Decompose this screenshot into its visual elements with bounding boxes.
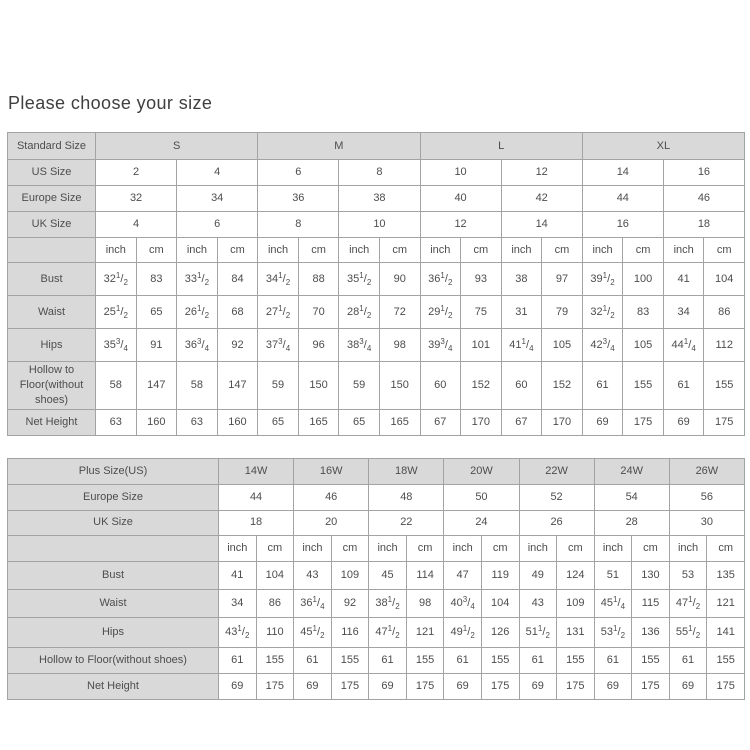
size-table [7,132,745,436]
measure-value-cell: $38^1/_2$ [369,589,407,617]
measure-value-cell: 69 [519,673,557,699]
measure-value-cell: 75 [461,296,502,329]
measure-value-cell: 61 [444,647,482,673]
measure-value-cell: 155 [481,647,519,673]
unit-inch-cell: inch [519,535,557,561]
measure-value-cell: 41 [219,561,257,589]
measure-value-cell: $45^1/_2$ [294,617,332,647]
unit-inch-cell: inch [339,238,380,263]
plus-size-table [7,458,745,700]
size-value-cell: 42 [501,186,582,212]
row-label-cell: Europe Size [8,484,219,510]
unit-cm-cell: cm [136,238,177,263]
table-row [8,160,745,186]
size-value-cell: 20 [294,510,369,535]
table-row [8,362,745,410]
measure-value-cell: 53 [669,561,707,589]
measure-value-cell: 83 [623,296,664,329]
row-label-cell: Net Height [8,409,96,435]
table-gap [7,436,745,458]
measure-value-cell: 69 [582,409,623,435]
table-row [8,186,745,212]
table-row [8,212,745,238]
measure-value-cell: 136 [632,617,670,647]
measure-value-cell: 90 [379,263,420,296]
measure-value-cell: 104 [481,589,519,617]
unit-cm-cell: cm [557,535,595,561]
measure-value-cell: 175 [623,409,664,435]
measure-value-cell: 126 [481,617,519,647]
measure-value-cell: 65 [339,409,380,435]
size-value-cell: 22 [369,510,444,535]
unit-inch-cell: inch [420,238,461,263]
unit-inch-cell: inch [258,238,299,263]
size-group-cell: 16W [294,458,369,484]
unit-cm-cell: cm [406,535,444,561]
size-value-cell: 6 [258,160,339,186]
measure-value-cell: 63 [96,409,137,435]
measure-value-cell: 58 [96,362,137,410]
size-value-cell: 48 [369,484,444,510]
size-value-cell: 4 [96,212,177,238]
corner-blank-cell [8,535,219,561]
table-row [8,409,745,435]
measure-value-cell: 130 [632,561,670,589]
measure-value-cell: $49^1/_2$ [444,617,482,647]
measure-value-cell: 92 [331,589,369,617]
row-label-cell: Hollow to Floor(without shoes) [8,647,219,673]
measure-value-cell: 155 [557,647,595,673]
size-value-cell: 6 [177,212,258,238]
row-label-cell: US Size [8,160,96,186]
size-value-cell: 14 [501,212,582,238]
measure-value-cell: $47^1/_2$ [669,589,707,617]
measure-value-cell: $35^1/_2$ [339,263,380,296]
measure-value-cell: $32^1/_2$ [96,263,137,296]
measure-value-cell: $42^3/_4$ [582,329,623,362]
measure-value-cell: 147 [136,362,177,410]
table-row [8,263,745,296]
size-group-cell: L [420,133,582,160]
measure-value-cell: 152 [542,362,583,410]
measure-value-cell: 45 [369,561,407,589]
table-row [8,535,745,561]
measure-value-cell: 63 [177,409,218,435]
measure-value-cell: 60 [420,362,461,410]
size-group-cell: M [258,133,420,160]
measure-value-cell: 175 [481,673,519,699]
size-group-cell: 22W [519,458,594,484]
size-value-cell: 34 [177,186,258,212]
measure-value-cell: 69 [219,673,257,699]
unit-cm-cell: cm [298,238,339,263]
measure-value-cell: 88 [298,263,339,296]
row-label-cell: UK Size [8,212,96,238]
measure-value-cell: 61 [294,647,332,673]
measure-value-cell: 98 [379,329,420,362]
corner-blank-cell [8,238,96,263]
measure-value-cell: 165 [298,409,339,435]
measure-value-cell: 135 [707,561,745,589]
measure-value-cell: 67 [420,409,461,435]
measure-value-cell: 61 [663,362,704,410]
measure-value-cell: 69 [669,673,707,699]
measure-value-cell: 69 [369,673,407,699]
measure-value-cell: 31 [501,296,542,329]
size-group-cell: 26W [669,458,744,484]
table-row [8,458,745,484]
measure-value-cell: 112 [704,329,745,362]
row-label-cell: Bust [8,263,96,296]
measure-value-cell: 61 [669,647,707,673]
unit-cm-cell: cm [704,238,745,263]
measure-value-cell: $44^1/_4$ [663,329,704,362]
measure-value-cell: 65 [258,409,299,435]
measure-value-cell: 175 [256,673,294,699]
unit-inch-cell: inch [594,535,632,561]
table-row [8,673,745,699]
row-label-cell: Net Height [8,673,219,699]
measure-value-cell: $34^1/_2$ [258,263,299,296]
measure-value-cell: 69 [294,673,332,699]
measure-value-cell: 79 [542,296,583,329]
measure-value-cell: 170 [461,409,502,435]
measure-value-cell: 150 [298,362,339,410]
measure-value-cell: $32^1/_2$ [582,296,623,329]
measure-value-cell: 69 [594,673,632,699]
measure-value-cell: 119 [481,561,519,589]
measure-value-cell: 84 [217,263,258,296]
measure-value-cell: 116 [331,617,369,647]
measure-value-cell: $25^1/_2$ [96,296,137,329]
measure-value-cell: 86 [256,589,294,617]
table-row [8,647,745,673]
unit-inch-cell: inch [294,535,332,561]
measure-value-cell: 121 [707,589,745,617]
measure-value-cell: 70 [298,296,339,329]
size-value-cell: 26 [519,510,594,535]
size-value-cell: 16 [582,212,663,238]
unit-inch-cell: inch [501,238,542,263]
row-label-cell: Bust [8,561,219,589]
measure-value-cell: $28^1/_2$ [339,296,380,329]
unit-cm-cell: cm [217,238,258,263]
measure-value-cell: 175 [707,673,745,699]
unit-cm-cell: cm [632,535,670,561]
measure-value-cell: 115 [632,589,670,617]
unit-inch-cell: inch [582,238,623,263]
measure-value-cell: 49 [519,561,557,589]
measure-value-cell: 155 [704,362,745,410]
size-value-cell: 56 [669,484,744,510]
size-group-cell: 14W [219,458,294,484]
measure-value-cell: $51^1/_2$ [519,617,557,647]
measure-value-cell: 98 [406,589,444,617]
measure-value-cell: 69 [663,409,704,435]
unit-inch-cell: inch [369,535,407,561]
measure-value-cell: 165 [379,409,420,435]
size-value-cell: 18 [219,510,294,535]
measure-value-cell: 61 [582,362,623,410]
row-label-cell: Waist [8,589,219,617]
table-row [8,561,745,589]
size-value-cell: 8 [339,160,420,186]
measure-value-cell: $39^3/_4$ [420,329,461,362]
table-row [8,617,745,647]
size-value-cell: 38 [339,186,420,212]
measure-value-cell: 131 [557,617,595,647]
row-label-cell: Waist [8,296,96,329]
size-value-cell: 50 [444,484,519,510]
measure-value-cell: 100 [623,263,664,296]
measure-value-cell: 124 [557,561,595,589]
row-label-cell: Europe Size [8,186,96,212]
row-label-cell: UK Size [8,510,219,535]
measure-value-cell: 59 [258,362,299,410]
size-group-cell: 18W [369,458,444,484]
table-row [8,589,745,617]
measure-value-cell: 34 [663,296,704,329]
size-value-cell: 46 [294,484,369,510]
measure-value-cell: $47^1/_2$ [369,617,407,647]
size-table [7,458,745,700]
corner-cell: Standard Size [8,133,96,160]
measure-value-cell: 175 [406,673,444,699]
measure-value-cell: 141 [707,617,745,647]
measure-value-cell: 109 [557,589,595,617]
unit-inch-cell: inch [444,535,482,561]
measure-value-cell: 152 [461,362,502,410]
measure-value-cell: $36^1/_2$ [420,263,461,296]
size-value-cell: 28 [594,510,669,535]
measure-value-cell: 43 [294,561,332,589]
measure-value-cell: $45^1/_4$ [594,589,632,617]
measure-value-cell: $27^1/_2$ [258,296,299,329]
measure-value-cell: $55^1/_2$ [669,617,707,647]
size-value-cell: 8 [258,212,339,238]
measure-value-cell: 60 [501,362,542,410]
measure-value-cell: 121 [406,617,444,647]
measure-value-cell: $40^3/_4$ [444,589,482,617]
size-value-cell: 36 [258,186,339,212]
corner-cell: Plus Size(US) [8,458,219,484]
unit-inch-cell: inch [177,238,218,263]
measure-value-cell: 34 [219,589,257,617]
measure-value-cell: 155 [707,647,745,673]
size-value-cell: 18 [663,212,744,238]
row-label-cell: Hips [8,617,219,647]
measure-value-cell: 109 [331,561,369,589]
measure-value-cell: 59 [339,362,380,410]
measure-value-cell: 51 [594,561,632,589]
measure-value-cell: 155 [406,647,444,673]
measure-value-cell: $35^3/_4$ [96,329,137,362]
measure-value-cell: 69 [444,673,482,699]
size-value-cell: 40 [420,186,501,212]
row-label-cell: Hollow to Floor(without shoes) [8,362,96,410]
unit-cm-cell: cm [331,535,369,561]
measure-value-cell: 155 [256,647,294,673]
measure-value-cell: $43^1/_2$ [219,617,257,647]
measure-value-cell: 160 [217,409,258,435]
unit-inch-cell: inch [219,535,257,561]
size-group-cell: 24W [594,458,669,484]
size-value-cell: 16 [663,160,744,186]
size-value-cell: 44 [219,484,294,510]
unit-inch-cell: inch [96,238,137,263]
measure-value-cell: 96 [298,329,339,362]
table-row [8,238,745,263]
size-value-cell: 54 [594,484,669,510]
measure-value-cell: 43 [519,589,557,617]
size-value-cell: 52 [519,484,594,510]
measure-value-cell: 170 [542,409,583,435]
size-value-cell: 24 [444,510,519,535]
table-row [8,133,745,160]
row-label-cell: Hips [8,329,96,362]
measure-value-cell: 61 [519,647,557,673]
unit-cm-cell: cm [379,238,420,263]
measure-value-cell: 61 [594,647,632,673]
unit-cm-cell: cm [481,535,519,561]
measure-value-cell: 97 [542,263,583,296]
measure-value-cell: $33^1/_2$ [177,263,218,296]
size-value-cell: 10 [339,212,420,238]
table-row [8,329,745,362]
measure-value-cell: 105 [623,329,664,362]
measure-value-cell: $39^1/_2$ [582,263,623,296]
measure-value-cell: $38^3/_4$ [339,329,380,362]
page-title: Please choose your size [8,93,213,113]
measure-value-cell: 175 [557,673,595,699]
measure-value-cell: 61 [219,647,257,673]
table-row [8,296,745,329]
measure-value-cell: 105 [542,329,583,362]
table-row [8,484,745,510]
measure-value-cell: $29^1/_2$ [420,296,461,329]
measure-value-cell: 160 [136,409,177,435]
measure-value-cell: 155 [623,362,664,410]
measure-value-cell: 86 [704,296,745,329]
measure-value-cell: 92 [217,329,258,362]
size-group-cell: 20W [444,458,519,484]
size-value-cell: 12 [420,212,501,238]
measure-value-cell: 67 [501,409,542,435]
measure-value-cell: 68 [217,296,258,329]
size-value-cell: 32 [96,186,177,212]
unit-cm-cell: cm [623,238,664,263]
measure-value-cell: $41^1/_4$ [501,329,542,362]
measure-value-cell: $36^1/_4$ [294,589,332,617]
size-value-cell: 30 [669,510,744,535]
measure-value-cell: 114 [406,561,444,589]
measure-value-cell: 104 [256,561,294,589]
measure-value-cell: 83 [136,263,177,296]
measure-value-cell: 72 [379,296,420,329]
size-value-cell: 2 [96,160,177,186]
measure-value-cell: 38 [501,263,542,296]
table-row [8,510,745,535]
unit-cm-cell: cm [542,238,583,263]
size-group-cell: S [96,133,258,160]
unit-cm-cell: cm [461,238,502,263]
measure-value-cell: 175 [331,673,369,699]
measure-value-cell: $26^1/_2$ [177,296,218,329]
size-group-cell: XL [582,133,744,160]
measure-value-cell: 150 [379,362,420,410]
measure-value-cell: 101 [461,329,502,362]
size-value-cell: 4 [177,160,258,186]
measure-value-cell: 91 [136,329,177,362]
unit-cm-cell: cm [707,535,745,561]
measure-value-cell: 58 [177,362,218,410]
unit-inch-cell: inch [669,535,707,561]
measure-value-cell: 175 [632,673,670,699]
measure-value-cell: 47 [444,561,482,589]
measure-value-cell: 155 [632,647,670,673]
size-value-cell: 14 [582,160,663,186]
standard-size-table [7,132,745,436]
measure-value-cell: 175 [704,409,745,435]
measure-value-cell: $53^1/_2$ [594,617,632,647]
measure-value-cell: 93 [461,263,502,296]
size-value-cell: 12 [501,160,582,186]
unit-inch-cell: inch [663,238,704,263]
measure-value-cell: 110 [256,617,294,647]
measure-value-cell: 147 [217,362,258,410]
measure-value-cell: $36^3/_4$ [177,329,218,362]
measure-value-cell: 65 [136,296,177,329]
size-value-cell: 10 [420,160,501,186]
size-value-cell: 46 [663,186,744,212]
measure-value-cell: 41 [663,263,704,296]
unit-cm-cell: cm [256,535,294,561]
measure-value-cell: 61 [369,647,407,673]
measure-value-cell: 155 [331,647,369,673]
measure-value-cell: $37^3/_4$ [258,329,299,362]
size-value-cell: 44 [582,186,663,212]
measure-value-cell: 104 [704,263,745,296]
